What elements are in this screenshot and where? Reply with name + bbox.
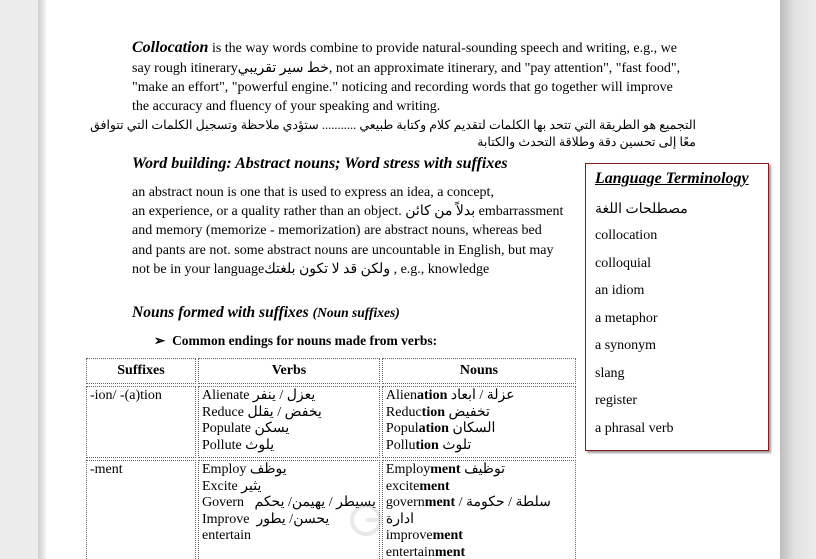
verb-entry: Reduce يخفض / يقلل [202, 404, 322, 420]
noun-entry: government سلطة / حكومة / ادارة [385, 495, 551, 527]
verb-entry: Excite يثير [202, 478, 262, 494]
terminology-item: slang [595, 366, 625, 381]
word-building-line-5: not be in your languageولكن قد لا تكون بلغتك , e.g., knowledge [132, 262, 490, 277]
word-building-line-3: and memory (memorize - memorization) are abstract nouns, whereas bed [132, 223, 542, 238]
verb-entry: Alienate يعزل / ينفر [202, 388, 316, 403]
watermark-icon [336, 502, 396, 542]
suffix-cell: -ion/ -(a)tion [86, 386, 196, 458]
word-building-heading: Word building: Abstract nouns; Word stress with suffixes [132, 155, 508, 172]
terminology-item: a synonym [595, 338, 657, 353]
terminology-item: register [595, 393, 637, 408]
column-header-nouns: Nouns [382, 358, 576, 384]
terminology-item: colloquial [595, 256, 651, 271]
intro-line-4: the accuracy and fluency of your speaking and writing. [132, 99, 441, 114]
noun-entry: excitement [385, 478, 450, 494]
verb-entry: entertain [202, 528, 251, 543]
nouns-cell [382, 386, 576, 458]
verb-entry: Govern يسيطر / يهيمن/ يحكم [202, 495, 376, 510]
noun-entry: Employment توظيف [385, 462, 506, 477]
page-shadow-left [38, 0, 46, 559]
column-header-suffixes: Suffixes [86, 358, 196, 384]
intro-arabic-1: التجميع هو الطريقة التي تتحد بها الكلمات لتقديم كلام وكتابة طبيعي ........... ستؤدي ملاحظة وتسجيل الكلمات التي تتوافق [90, 118, 696, 132]
terminology-item: a metaphor [595, 311, 658, 326]
noun-entry: Population السكان [385, 421, 496, 436]
arrow-bullet-icon: ➢ [154, 333, 166, 348]
intro-line-3: "make an effort", "powerful engine." noticing and recording words that go together will improve [132, 80, 673, 95]
intro-line-1: Collocation is the way words combine to provide natural-sounding speech and writing, e.g., we [132, 39, 677, 56]
word-building-line-1: an abstract noun is one that is used to express an idea, a concept, [132, 185, 494, 200]
word-building-line-4: and pants are not. some abstract nouns are uncountable in English, but may [132, 243, 554, 258]
intro-line-2: say rough itineraryخط سير تقريبي, not an approximate itinerary, and "pay attention", "fast food", [132, 61, 681, 76]
page-shadow-right [780, 0, 816, 559]
suffixes-heading: Nouns formed with suffixes (Noun suffixes) [132, 304, 400, 321]
terminology-item: an idiom [595, 283, 645, 298]
column-header-verbs: Verbs [198, 358, 380, 384]
verbs-cell [198, 386, 380, 458]
bullet-common-endings: ➢ Common endings for nouns made from verbs: [154, 333, 438, 348]
table-header-row [86, 358, 576, 384]
noun-suffix-table [84, 356, 578, 559]
noun-entry: improvement [385, 528, 463, 543]
table-row [86, 460, 576, 559]
terminology-item: مصطلحات اللغة [595, 202, 688, 217]
intro-arabic-2: معًا إلى تحسين دقة وطلاقة التحدث والكتابة [477, 135, 696, 149]
terminology-item: a phrasal verb [595, 421, 674, 436]
terminology-item: collocation [595, 228, 658, 243]
nouns-cell [382, 460, 576, 559]
noun-entry: Alienation عزلة / ابعاد [385, 388, 515, 403]
word-building-line-2: an experience, or a quality rather than an object. بدلاً من كائن embarrassment [132, 204, 564, 219]
terminology-title: Language Terminology [595, 170, 749, 187]
verb-entry: Improve يحسن/ يطور [202, 511, 330, 527]
noun-entry: entertainment [385, 544, 466, 559]
language-terminology-box [585, 163, 769, 451]
noun-entry: Pollution تلوث [385, 437, 472, 453]
document-page [46, 0, 780, 559]
noun-entry: Reduction تخفيض [385, 404, 490, 420]
verb-entry: Populate يسكن [202, 421, 290, 436]
collocation-term: Collocation [132, 39, 209, 56]
verb-entry: Employ يوظف [202, 462, 287, 477]
verb-entry: Pollute يلوث [202, 437, 275, 453]
suffix-cell: -ment [86, 460, 196, 559]
table-row [86, 386, 576, 458]
